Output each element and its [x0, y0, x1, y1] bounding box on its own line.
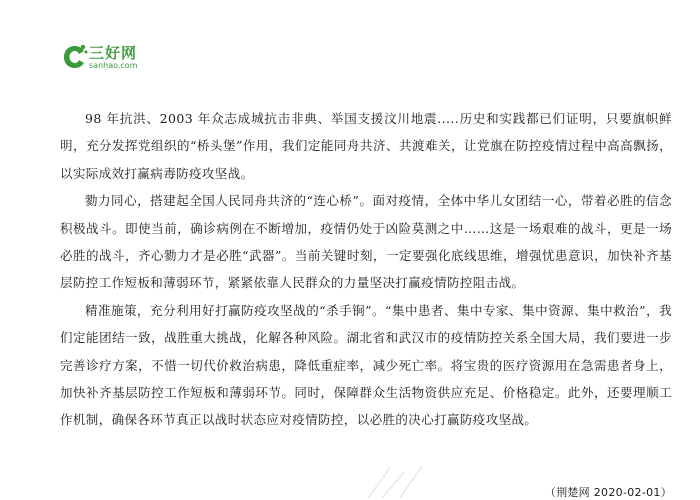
article-body	[60, 105, 672, 434]
sanhao-logo-icon	[62, 43, 88, 71]
site-logo[interactable]	[62, 40, 152, 76]
article-paragraph: 精准施策，充分利用好打赢防疫攻坚战的“杀手锏”。“集中患者、集中专家、集中资源、集中救治”，我们定能团结一致，战胜重大挑战，化解各种风险。湖北省和武汉市的疫情防控关系全国大局，我们要进一步完善诊疗方案，不惜一切代价救治病患，降低重症率，减少死亡率。将宝贵的医疗资源用在急需患者身上，加快补齐基层防控工作短板和薄弱环节。同时，保障群众生活物资供应充足、价格稳定。此外，还要理顺工作机制，确保各环节真正以战时状态应对疫情防控，以必胜的决心打赢防疫攻坚战。	[60, 302, 672, 428]
article-paragraph: 98 年抗洪、2003 年众志成城抗击非典、举国支援汶川地震.....历史和实践都已们证明，只要旗帜鲜明，充分发挥党组织的“桥头堡”作用，我们定能同舟共济、共渡难关，让党旗在防控疫情过程中高高飘扬，以实际成效打赢病毒防疫攻坚战。	[60, 111, 672, 181]
watermark-stroke	[360, 460, 430, 500]
article-source: （荆楚网 2020-02-01）	[544, 486, 672, 499]
logo-name: 三好网	[89, 44, 138, 62]
logo-domain: sanhao.com	[89, 61, 138, 70]
article-paragraph: 勠力同心，搭建起全国人民同舟共济的“连心桥”。面对疫情，全体中华儿女团结一心，带着必胜的信念积极战斗。即使当前，确诊病例在不断增加，疫情仍处于凶险莫测之中……这是一场艰难的战斗，更是一场必胜的战斗，齐心勠力才是必胜“武器”。当前关键时刻，一定要强化底线思维，增强忧患意识，加快补齐基层防控工作短板和薄弱环节，紧紧依靠人民群众的力量坚决打赢疫情防控阻击战。	[60, 193, 672, 291]
